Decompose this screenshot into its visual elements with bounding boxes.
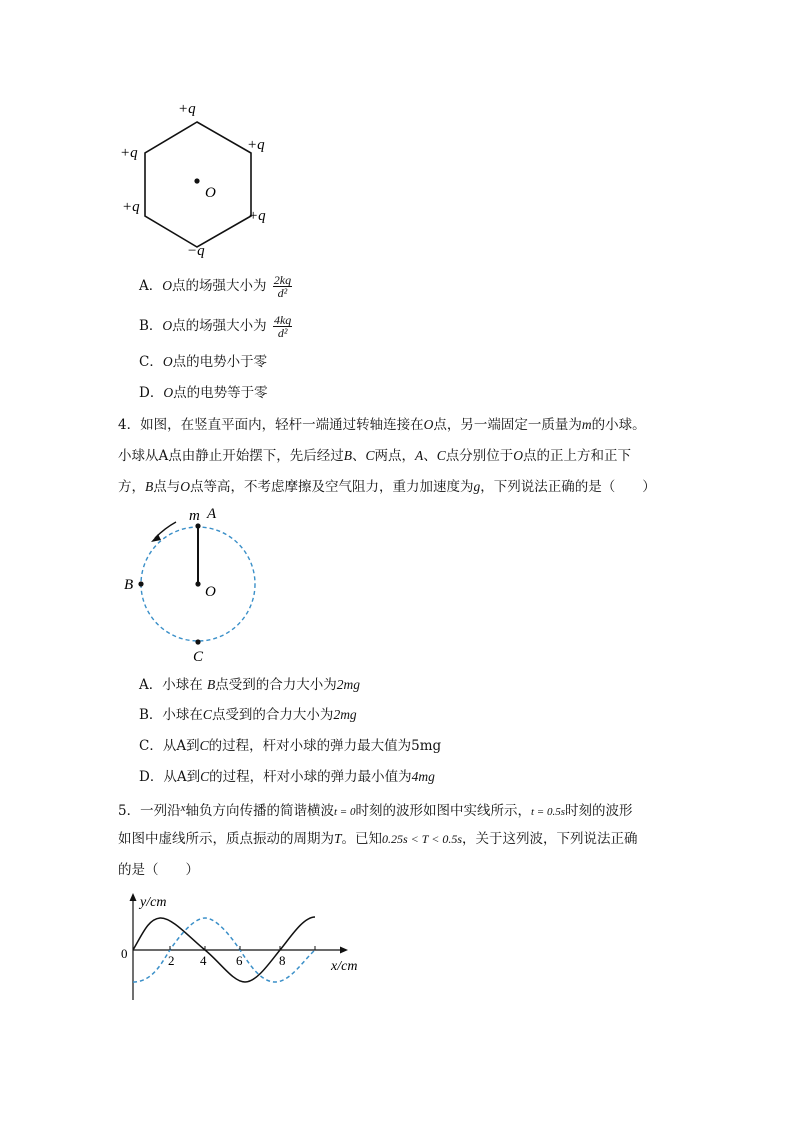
q4-option-c[interactable]: C．从A到C的过程，杆对小球的弹力最大值为5mg (139, 738, 442, 754)
y-axis-label: y/cm (140, 895, 167, 910)
q3-option-b[interactable]: B．O点的场强大小为 $\frac{4kq}{\text{d²}}$ (139, 313, 292, 340)
y-axis-arrow-icon (130, 893, 137, 901)
origin-label: 0 (121, 946, 128, 961)
tick-label: 2 (168, 953, 175, 968)
point-o-label: O (205, 584, 216, 600)
ball-at-a (195, 523, 200, 528)
q4-stem-line-2: 小球从A点由静止开始摆下，先后经过B、C两点，A、C点分别位于O点的正上方和正下 (118, 448, 632, 464)
point-c-label: C (193, 649, 204, 665)
tick-label: 4 (200, 953, 207, 968)
q3-option-a[interactable]: A．O点的场强大小为 $\frac{2kq}{\text{d²}}$ (139, 273, 292, 300)
point-b-label: B (124, 577, 134, 593)
wave-graph (115, 890, 375, 1010)
q5-stem-line-1: 5．一列沿$^x$轴负方向传播的简谐横波t = 0时刻的波形如图中实线所示，t = 0.5s时刻的波形 (118, 802, 633, 819)
q4-stem-line-1: 4．如图，在竖直平面内，轻杆一端通过转轴连接在O点，另一端固定一质量为m的小球。 (118, 417, 646, 433)
x-axis-label: x/cm (331, 959, 358, 974)
q3-option-d[interactable]: D．O点的电势等于零 (139, 385, 268, 401)
charge-lower-left: +q (122, 199, 140, 215)
pendulum-circle-diagram (118, 500, 268, 670)
charge-lower-right: +q (248, 208, 266, 224)
fraction: $\frac{2kq}{\text{d²}}$ (273, 273, 292, 300)
x-axis-arrow-icon (340, 947, 348, 954)
q4-stem-line-3: 方，B点与O点等高，不考虑摩擦及空气阻力，重力加速度为g，下列说法正确的是（ ） (118, 479, 656, 495)
tick-label: 8 (279, 953, 286, 968)
q4-option-a[interactable]: A．小球在 B点受到的合力大小为2mg (139, 677, 361, 693)
q5-stem-line-3: 的是（ ） (118, 862, 199, 878)
point-a-label: A (207, 506, 217, 522)
charge-upper-right: +q (247, 137, 265, 153)
mass-label: m (189, 508, 200, 524)
fraction: $\frac{4kq}{\text{d²}}$ (273, 313, 292, 340)
charge-top: +q (178, 101, 196, 117)
q5-stem-line-2: 如图中虚线所示，质点振动的周期为T。已知0.25s < T < 0.5s，关于这列波，下列说法正确 (118, 831, 638, 847)
q4-option-b[interactable]: B．小球在C点受到的合力大小为2mg (139, 707, 357, 723)
charge-bottom: −q (187, 243, 205, 259)
q3-option-c[interactable]: C．O点的电势小于零 (139, 354, 268, 370)
q4-option-d[interactable]: D．从A到C的过程，杆对小球的弹力最小值为4mg (139, 769, 435, 785)
tick-label: 6 (236, 953, 243, 968)
point-o-label: O (205, 185, 216, 201)
hexagon-charge-diagram (110, 95, 280, 260)
charge-upper-left: +q (120, 145, 138, 161)
